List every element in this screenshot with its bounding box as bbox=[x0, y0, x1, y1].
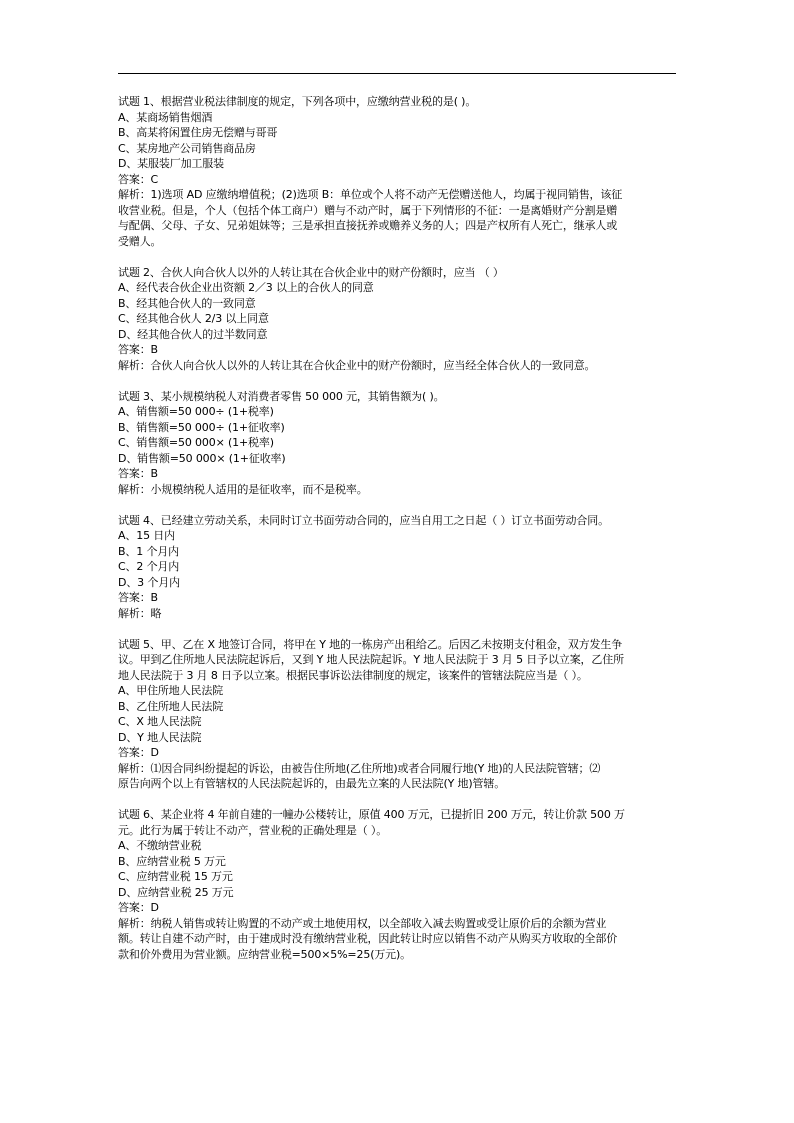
header-rule bbox=[118, 73, 676, 74]
option-a: A、不缴纳营业税 bbox=[118, 839, 202, 852]
answer: 答案：B bbox=[118, 591, 158, 604]
question-5 bbox=[118, 637, 678, 792]
option-a: A、经代表合伙企业出资额 2／3 以上的合伙人的同意 bbox=[118, 281, 374, 294]
option-c: C、某房地产公司销售商品房 bbox=[118, 141, 256, 155]
option-a: A、销售额=50 000÷ (1+税率) bbox=[118, 405, 274, 418]
answer: 答案：C bbox=[118, 172, 159, 186]
analysis-line: 款和价外费用为营业额。应纳营业税=500×5%=25(万元)。 bbox=[118, 947, 412, 961]
option-c: C、销售额=50 000× (1+税率) bbox=[118, 436, 274, 449]
analysis-line: 额。转让自建不动产时，由于建成时没有缴纳营业税，因此转让时应以销售不动产从购买方收取的全部价 bbox=[118, 932, 618, 945]
option-a: A、15 日内 bbox=[118, 529, 175, 542]
analysis-line: 解析：纳税人销售或转让购置的不动产或土地使用权，以全部收入减去购置或受让原价后的余额为营业 bbox=[118, 916, 607, 930]
question-1 bbox=[118, 94, 678, 249]
analysis-line: 解析：小规模纳税人适用的是征收率，而不是税率。 bbox=[118, 482, 368, 496]
question-stem: 议。甲到乙住所地人民法院起诉后，又到 Y 地人民法院起诉。Y 地人民法院于 3 月 5 日予以立案，乙住所 bbox=[118, 653, 624, 666]
option-a: A、某商场销售烟酒 bbox=[118, 110, 213, 124]
answer: 答案：B bbox=[118, 343, 158, 356]
analysis-line: 收营业税。但是，个人（包括个体工商户）赠与不动产时，属于下列情形的不征：一是离婚财产分割是赠 bbox=[118, 203, 618, 217]
question-stem: 试题 4、已经建立劳动关系，未同时订立书面劳动合同的，应当自用工之日起（ ）订立书面劳动合同。 bbox=[118, 513, 609, 527]
option-b: B、销售额=50 000÷ (1+征收率) bbox=[118, 420, 285, 434]
option-d: D、应纳营业税 25 万元 bbox=[118, 885, 234, 899]
question-stem: 试题 2、合伙人向合伙人以外的人转让其在合伙企业中的财产份额时，应当 （ ） bbox=[118, 265, 504, 279]
option-d: D、3 个月内 bbox=[118, 575, 180, 589]
question-3 bbox=[118, 389, 678, 498]
analysis-line: 与配偶、父母、子女、兄弟姐妹等；三是承担直接抚养或赡养义务的人；四是产权所有人死亡，继承人或 bbox=[118, 219, 618, 232]
option-c: C、2 个月内 bbox=[118, 560, 180, 573]
option-c: C、经其他合伙人 2/3 以上同意 bbox=[118, 312, 269, 325]
option-c: C、X 地人民法院 bbox=[118, 715, 202, 728]
option-d: D、Y 地人民法院 bbox=[118, 730, 202, 744]
option-d: D、经其他合伙人的过半数同意 bbox=[118, 327, 268, 341]
option-b: B、乙住所地人民法院 bbox=[118, 699, 224, 713]
analysis-line: 解析：1)选项 AD 应缴纳增值税；(2)选项 B：单位或个人将不动产无偿赠送他人，均属于视同销售，该征 bbox=[118, 188, 623, 201]
question-list bbox=[118, 94, 678, 978]
option-d: D、某服装厂加工服装 bbox=[118, 157, 224, 170]
option-b: B、经其他合伙人的一致同意 bbox=[118, 296, 256, 310]
option-b: B、应纳营业税 5 万元 bbox=[118, 854, 226, 868]
analysis-line: 受赠人。 bbox=[118, 234, 162, 248]
option-a: A、甲住所地人民法院 bbox=[118, 684, 224, 697]
option-d: D、销售额=50 000× (1+征收率) bbox=[118, 451, 286, 465]
question-stem: 试题 3、某小规模纳税人对消费者零售 50 000 元，其销售额为( )。 bbox=[118, 389, 445, 403]
analysis-line: 原告向两个以上有管辖权的人民法院起诉的，由最先立案的人民法院(Y 地)管辖。 bbox=[118, 777, 506, 790]
option-b: B、1 个月内 bbox=[118, 544, 179, 558]
question-2 bbox=[118, 265, 678, 374]
question-stem: 试题 5、甲、乙在 X 地签订合同，将甲在 Y 地的一栋房产出租给乙。后因乙未按期支付租金，双方发生争 bbox=[118, 637, 623, 651]
question-stem: 元。此行为属于转让不动产，营业税的正确处理是（ ）。 bbox=[118, 823, 388, 837]
answer: 答案：D bbox=[118, 901, 159, 914]
analysis-line: 解析：合伙人向合伙人以外的人转让其在合伙企业中的财产份额时，应当经全体合伙人的一致同意。 bbox=[118, 358, 596, 372]
question-stem: 试题 6、某企业将 4 年前自建的一幢办公楼转让，原值 400 万元，已提折旧 200 万元，转让价款 500 万 bbox=[118, 808, 625, 821]
question-6 bbox=[118, 807, 678, 962]
analysis-line: 解析：⑴因合同纠纷提起的诉讼，由被告住所地(乙住所地)或者合同履行地(Y 地)的人民法院管辖；⑵ bbox=[118, 761, 601, 775]
answer: 答案：D bbox=[118, 746, 159, 759]
question-4 bbox=[118, 513, 678, 622]
analysis-line: 解析：略 bbox=[118, 606, 162, 620]
option-c: C、应纳营业税 15 万元 bbox=[118, 870, 233, 883]
question-stem: 地人民法院于 3 月 8 日予以立案。根据民事诉讼法律制度的规定，该案件的管辖法院应当是（ ）。 bbox=[118, 668, 588, 682]
question-stem: 试题 1、根据营业税法律制度的规定，下列各项中，应缴纳营业税的是( )。 bbox=[118, 95, 477, 108]
option-b: B、高某将闲置住房无偿赠与哥哥 bbox=[118, 126, 278, 139]
answer: 答案：B bbox=[118, 467, 158, 480]
